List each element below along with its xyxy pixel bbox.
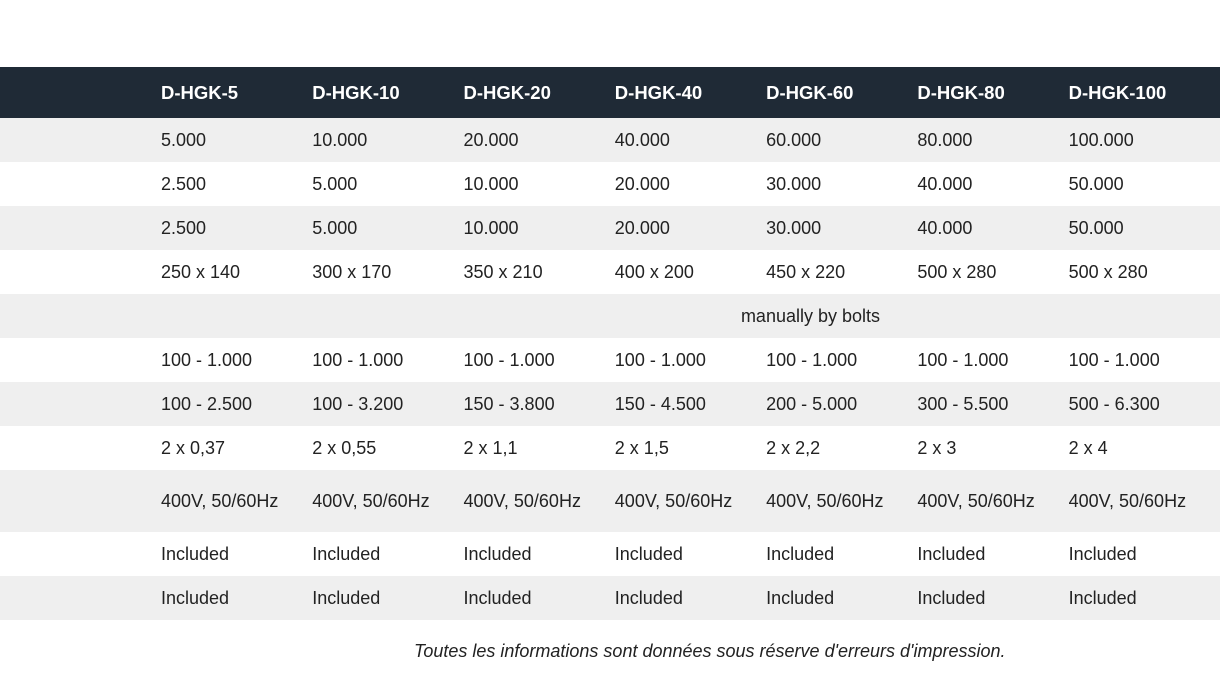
header-cell: D-HGK-100 [1068, 81, 1167, 103]
table-cell: 100 - 3.200 [312, 393, 404, 414]
header-cell: D-HGK-40 [614, 81, 703, 103]
table-cell: 30.000 [766, 173, 822, 194]
table-row [0, 338, 1220, 382]
header-cell: D-HGK-60 [766, 81, 854, 103]
row-label [0, 162, 161, 206]
table-cell: 2 x 1,1 [463, 437, 518, 458]
table-row [0, 532, 1220, 576]
table-cell: Included [312, 587, 381, 608]
table-cell: 40.000 [614, 129, 670, 150]
row-label [0, 338, 161, 382]
table-cell: 50.000 [1068, 217, 1124, 238]
table-cell: 400V, 50/60Hz [1068, 490, 1187, 511]
table-cell: 2 x 1,5 [614, 437, 669, 458]
table-cell: 100 - 1.000 [917, 349, 1009, 370]
table-cell: 2.500 [160, 217, 206, 238]
row-label [0, 382, 161, 426]
row-label [0, 118, 161, 162]
table-cell: 500 - 6.300 [1068, 393, 1160, 414]
table-cell: 100.000 [1068, 129, 1134, 150]
table-cell: 500 x 280 [1068, 261, 1148, 282]
table-row [0, 382, 1220, 426]
table-cell: 20.000 [614, 217, 670, 238]
table-cell: 450 x 220 [766, 261, 846, 282]
table-cell: 100 - 1.000 [463, 349, 555, 370]
header-cell: D-HGK-20 [463, 81, 551, 103]
spec-table [0, 67, 1220, 620]
header-cell: D-HGK-80 [917, 81, 1005, 103]
table-cell: 20.000 [614, 173, 670, 194]
table-cell: 150 - 3.800 [463, 393, 555, 414]
table-row [0, 426, 1220, 470]
table-cell: 80.000 [917, 129, 973, 150]
header-row [0, 67, 1220, 118]
table-cell: Included [160, 543, 230, 564]
table-cell: Included [917, 587, 986, 608]
table-cell: 2.500 [160, 173, 206, 194]
table-row [0, 294, 1220, 338]
table-cell: Included [1068, 587, 1137, 608]
table-cell: 10.000 [312, 129, 368, 150]
table-cell: Included [160, 587, 230, 608]
footnote-disclaimer: Toutes les informations sont données sous réserve d'erreurs d'impression. [414, 641, 1006, 661]
table-cell: 2 x 3 [917, 437, 957, 458]
row-label [0, 294, 161, 338]
table-cell: Included [614, 543, 683, 564]
row-label [0, 470, 161, 532]
table-cell: 40.000 [917, 173, 973, 194]
header-cell [0, 67, 161, 118]
table-cell: 5.000 [312, 173, 358, 194]
table-cell: Included [1068, 543, 1137, 564]
table-cell: Included [463, 543, 532, 564]
table-row [0, 576, 1220, 620]
row-label [0, 206, 161, 250]
table-cell: 5.000 [160, 129, 206, 150]
table-body [0, 118, 1220, 620]
table-cell: Included [766, 587, 835, 608]
table-cell: 100 - 1.000 [1068, 349, 1160, 370]
header-cell: D-HGK-10 [312, 81, 400, 103]
table-cell: Included [766, 543, 835, 564]
table-cell: 200 - 5.000 [766, 393, 858, 414]
table-cell: 400V, 50/60Hz [463, 490, 581, 511]
table-row [0, 118, 1220, 162]
table-cell: 2 x 0,55 [312, 437, 377, 458]
table-cell: 100 - 1.000 [160, 349, 253, 370]
table-cell: 2 x 2,2 [766, 437, 821, 458]
table-cell: 100 - 1.000 [614, 349, 706, 370]
table-cell: 30.000 [766, 217, 822, 238]
table-cell: 400 x 200 [614, 261, 694, 282]
table-cell: Included [917, 543, 986, 564]
table-cell: 60.000 [766, 129, 822, 150]
row-label [0, 532, 161, 576]
table-cell: 50.000 [1068, 173, 1124, 194]
row-label [0, 250, 161, 294]
table-cell: Included [614, 587, 683, 608]
table-row [0, 162, 1220, 206]
table-cell: Included [463, 587, 532, 608]
table-cell: 100 - 2.500 [160, 393, 253, 414]
table-cell: 500 x 280 [917, 261, 997, 282]
table-cell: 250 x 140 [160, 261, 241, 282]
table-cell: 2 x 4 [1068, 437, 1108, 458]
table-cell: 400V, 50/60Hz [312, 490, 430, 511]
table-cell: 5.000 [312, 217, 358, 238]
table-row [0, 206, 1220, 250]
table-cell: 400V, 50/60Hz [917, 490, 1035, 511]
table-cell-span [161, 294, 1220, 338]
row-label [0, 426, 161, 470]
table-cell: 300 - 5.500 [917, 393, 1009, 414]
table-cell: 300 x 170 [312, 261, 392, 282]
table-cell: 150 - 4.500 [614, 393, 706, 414]
table-cell: 400V, 50/60Hz [160, 490, 279, 511]
table-cell: 40.000 [917, 217, 973, 238]
table-cell: Included [312, 543, 381, 564]
span-text: manually by bolts [740, 305, 881, 326]
row-label [0, 576, 161, 620]
table-cell: 100 - 1.000 [766, 349, 858, 370]
table-cell: 10.000 [463, 217, 519, 238]
table-cell: 400V, 50/60Hz [614, 490, 733, 511]
table-cell: 100 - 1.000 [312, 349, 404, 370]
table-row [0, 250, 1220, 294]
table-cell: 350 x 210 [463, 261, 543, 282]
table-row [0, 470, 1220, 532]
table-cell: 10.000 [463, 173, 519, 194]
table-cell: 400V, 50/60Hz [766, 490, 884, 511]
table-cell: 2 x 0,37 [160, 437, 225, 458]
header-cell: D-HGK-5 [160, 81, 239, 103]
table-cell: 20.000 [463, 129, 519, 150]
table-header [0, 67, 1220, 118]
